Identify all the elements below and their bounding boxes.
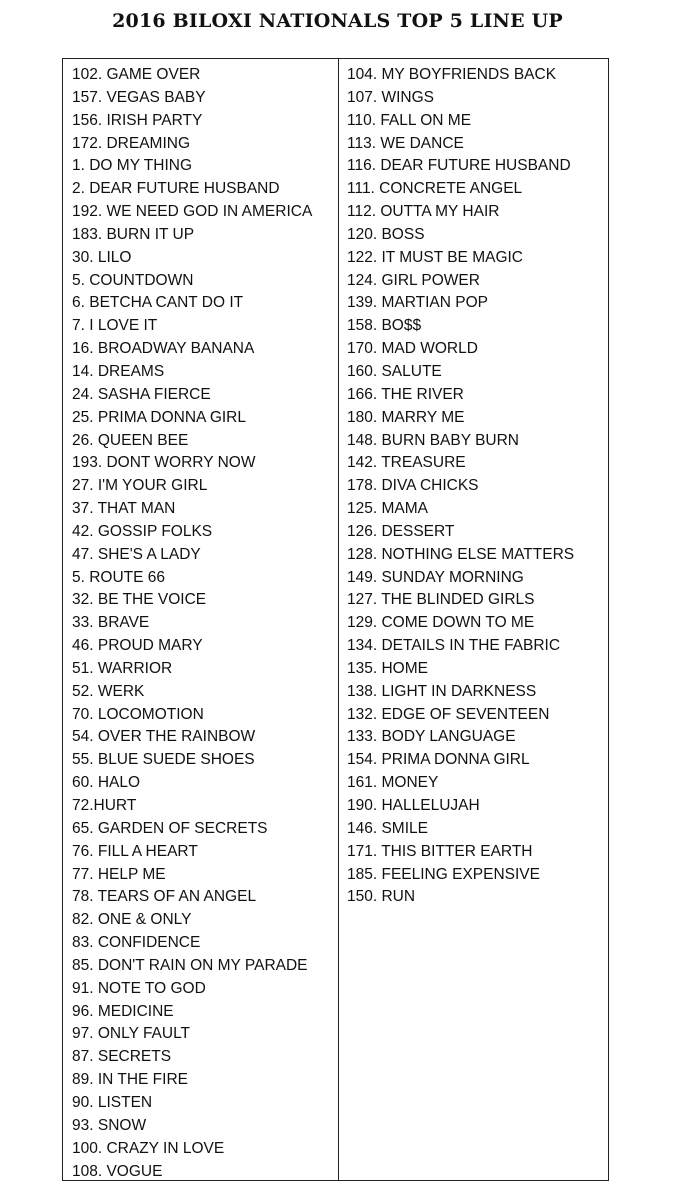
lineup-entry: 102. GAME OVER <box>72 66 201 83</box>
lineup-entry: 2. DEAR FUTURE HUSBAND <box>72 180 280 198</box>
lineup-entry: 146. SMILE <box>347 819 428 837</box>
lineup-entry: 120. BOSS <box>347 225 425 243</box>
lineup-table <box>62 58 609 1181</box>
lineup-entry: 37. THAT MAN <box>72 500 176 518</box>
lineup-entry: 51. WARRIOR <box>72 659 173 677</box>
lineup-entry: 89. IN THE FIRE <box>72 1071 188 1089</box>
lineup-entry: 78. TEARS OF AN ANGEL <box>72 888 257 906</box>
lineup-entry: 54. OVER THE RAINBOW <box>72 728 256 746</box>
lineup-entry: 178. DIVA CHICKS <box>347 477 479 495</box>
lineup-entry: 42. GOSSIP FOLKS <box>72 522 213 540</box>
lineup-entry: 129. COME DOWN TO ME <box>347 614 535 632</box>
lineup-entry: 87. SECRETS <box>72 1048 172 1066</box>
lineup-entry: 171. THIS BITTER EARTH <box>347 842 533 860</box>
lineup-entry: 97. ONLY FAULT <box>72 1025 191 1043</box>
lineup-entry: 100. CRAZY IN LOVE <box>72 1139 225 1157</box>
lineup-entry: 6. BETCHA CANT DO IT <box>72 294 244 312</box>
right-column <box>347 64 574 909</box>
lineup-entry: 55. BLUE SUEDE SHOES <box>72 751 255 769</box>
lineup-entry: 76. FILL A HEART <box>72 842 198 860</box>
lineup-entry: 7. I LOVE IT <box>72 317 158 335</box>
left-column <box>72 64 312 1183</box>
lineup-entry: 161. MONEY <box>347 774 439 792</box>
lineup-entry: 157. VEGAS BABY <box>72 88 206 106</box>
lineup-entry: 172. DREAMING <box>72 134 191 152</box>
lineup-entry: 70. LOCOMOTION <box>72 705 204 723</box>
lineup-entry: 185. FEELING EXPENSIVE <box>347 865 540 883</box>
lineup-entry: 83. CONFIDENCE <box>72 934 201 952</box>
lineup-entry: 192. WE NEED GOD IN AMERICA <box>72 203 313 221</box>
lineup-entry: 85. DON'T RAIN ON MY PARADE <box>72 956 308 974</box>
lineup-entry: 133. BODY LANGUAGE <box>347 728 516 746</box>
lineup-entry: 148. BURN BABY BURN <box>347 431 519 449</box>
lineup-entry: 26. QUEEN BEE <box>72 431 189 449</box>
lineup-entry: 124. GIRL POWER <box>347 271 480 289</box>
lineup-entry: 72.HURT <box>72 797 137 814</box>
lineup-entry: 125. MAMA <box>347 500 428 518</box>
lineup-entry: 91. NOTE TO GOD <box>72 979 206 997</box>
lineup-entry: 113. WE DANCE <box>347 134 464 152</box>
lineup-entry: 111. CONCRETE ANGEL <box>347 180 523 198</box>
lineup-entry: 138. LIGHT IN DARKNESS <box>347 682 537 700</box>
lineup-entry: 128. NOTHING ELSE MATTERS <box>347 545 575 563</box>
lineup-entry: 25. PRIMA DONNA GIRL <box>72 408 246 426</box>
lineup-entry: 158. BO$$ <box>347 317 422 335</box>
lineup-entry: 150. RUN <box>347 888 416 906</box>
lineup-entry: 5. COUNTDOWN <box>72 271 194 289</box>
lineup-entry: 149. SUNDAY MORNING <box>347 568 524 586</box>
lineup-entry: 46. PROUD MARY <box>72 637 203 655</box>
lineup-entry: 30. LILO <box>72 248 132 266</box>
lineup-entry: 127. THE BLINDED GIRLS <box>347 591 535 609</box>
lineup-entry: 27. I'M YOUR GIRL <box>72 477 208 495</box>
lineup-entry: 110. FALL ON ME <box>347 111 472 129</box>
lineup-entry: 104. MY BOYFRIENDS BACK <box>347 66 557 83</box>
lineup-entry: 154. PRIMA DONNA GIRL <box>347 751 530 769</box>
lineup-entry: 193. DONT WORRY NOW <box>72 454 256 472</box>
lineup-entry: 132. EDGE OF SEVENTEEN <box>347 705 550 723</box>
lineup-entry: 33. BRAVE <box>72 614 150 632</box>
lineup-entry: 96. MEDICINE <box>72 1002 174 1020</box>
lineup-entry: 52. WERK <box>72 682 145 700</box>
lineup-entry: 47. SHE'S A LADY <box>72 545 201 563</box>
lineup-entry: 170. MAD WORLD <box>347 340 478 358</box>
lineup-entry: 107. WINGS <box>347 88 434 106</box>
lineup-entry: 32. BE THE VOICE <box>72 591 207 609</box>
column-divider <box>338 59 339 1180</box>
lineup-entry: 93. SNOW <box>72 1116 147 1134</box>
lineup-entry: 134. DETAILS IN THE FABRIC <box>347 637 561 655</box>
document-title: 2016 BILOXI NATIONALS TOP 5 LINE UP <box>112 10 563 32</box>
lineup-entry: 122. IT MUST BE MAGIC <box>347 248 524 266</box>
lineup-entry: 139. MARTIAN POP <box>347 294 488 312</box>
lineup-entry: 166. THE RIVER <box>347 385 464 403</box>
lineup-entry: 77. HELP ME <box>72 865 166 883</box>
lineup-entry: 108. VOGUE <box>72 1162 163 1180</box>
lineup-entry: 190. HALLELUJAH <box>347 797 480 814</box>
lineup-entry: 65. GARDEN OF SECRETS <box>72 819 268 837</box>
lineup-entry: 14. DREAMS <box>72 362 165 380</box>
lineup-entry: 82. ONE & ONLY <box>72 911 192 929</box>
lineup-entry: 1. DO MY THING <box>72 157 193 175</box>
lineup-entry: 16. BROADWAY BANANA <box>72 340 255 358</box>
lineup-entry: 126. DESSERT <box>347 522 455 540</box>
lineup-entry: 112. OUTTA MY HAIR <box>347 203 500 221</box>
lineup-entry: 116. DEAR FUTURE HUSBAND <box>347 157 571 175</box>
lineup-entry: 183. BURN IT UP <box>72 225 195 243</box>
lineup-entry: 160. SALUTE <box>347 362 442 380</box>
lineup-entry: 156. IRISH PARTY <box>72 111 203 129</box>
lineup-entry: 142. TREASURE <box>347 454 466 472</box>
lineup-entry: 60. HALO <box>72 774 141 792</box>
lineup-entry: 90. LISTEN <box>72 1093 153 1111</box>
lineup-entry: 5. ROUTE 66 <box>72 568 166 586</box>
lineup-entry: 135. HOME <box>347 659 428 677</box>
lineup-entry: 180. MARRY ME <box>347 408 465 426</box>
lineup-entry: 24. SASHA FIERCE <box>72 385 211 403</box>
